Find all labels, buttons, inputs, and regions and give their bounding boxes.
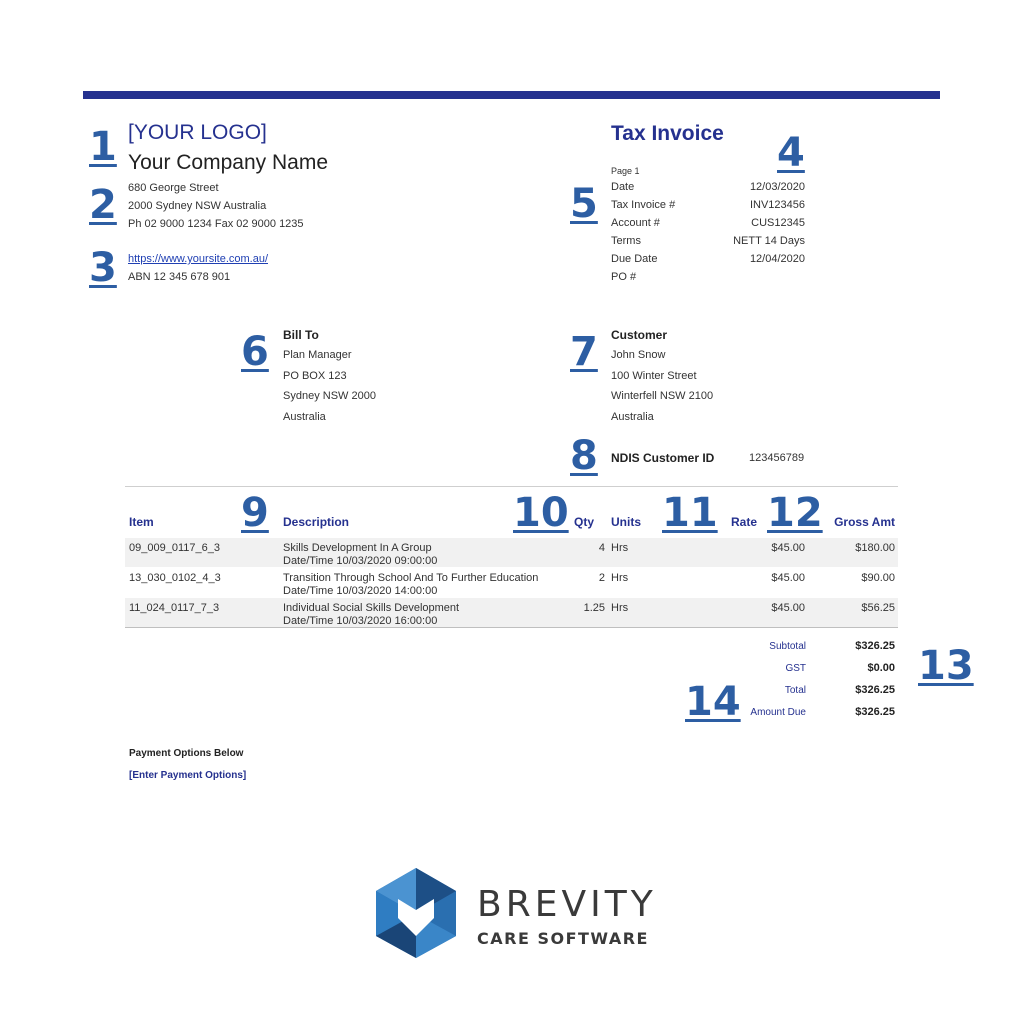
brevity-logo-icon bbox=[374, 866, 458, 960]
company-address bbox=[128, 179, 304, 233]
cell-rate: $45.00 bbox=[771, 542, 805, 554]
callout-7: 7 bbox=[570, 329, 598, 375]
callout-5: 5 bbox=[570, 181, 598, 227]
meta-label-account: Account # bbox=[611, 217, 660, 229]
meta-value-terms: NETT 14 Days bbox=[733, 235, 805, 247]
company-name: Your Company Name bbox=[128, 151, 328, 174]
website-link[interactable]: https://www.yoursite.com.au/ bbox=[128, 253, 268, 265]
cell-rate: $45.00 bbox=[771, 602, 805, 614]
cell-qty: 1.25 bbox=[583, 602, 605, 614]
customer-line: Winterfell NSW 2100 bbox=[611, 390, 714, 402]
callout-10: 10 bbox=[513, 490, 569, 536]
bill-to-address bbox=[283, 345, 376, 427]
meta-value-due-date: 12/04/2020 bbox=[749, 253, 805, 265]
callout-11: 11 bbox=[662, 490, 718, 536]
cell-units: Hrs bbox=[611, 572, 629, 584]
meta-label-terms: Terms bbox=[611, 235, 641, 247]
meta-label-invoice-number: Tax Invoice # bbox=[611, 199, 676, 211]
top-accent-bar bbox=[83, 91, 940, 99]
ndis-customer-id-value: 123456789 bbox=[749, 452, 805, 464]
customer-line: Australia bbox=[611, 410, 654, 423]
cell-description bbox=[283, 542, 437, 568]
company-abn: ABN 12 345 678 901 bbox=[128, 271, 231, 283]
bill-to-line: Australia bbox=[283, 410, 326, 423]
gst-value: $0.00 bbox=[867, 662, 895, 674]
table-top-divider bbox=[125, 486, 898, 487]
cell-item: 11_024_0117_7_3 bbox=[129, 602, 220, 614]
brand-title: BREVITY bbox=[477, 884, 657, 925]
description-text: Skills Development In A Group bbox=[283, 542, 432, 554]
payment-options-placeholder: [Enter Payment Options] bbox=[129, 770, 247, 781]
customer-line: 100 Winter Street bbox=[611, 369, 697, 382]
header-item: Item bbox=[129, 515, 154, 529]
table-row bbox=[125, 538, 898, 567]
meta-label-po: PO # bbox=[611, 271, 637, 283]
header-units: Units bbox=[611, 515, 641, 529]
description-text: Individual Social Skills Development bbox=[283, 602, 460, 614]
customer-address bbox=[611, 345, 713, 427]
amount-due-value: $326.25 bbox=[855, 706, 895, 718]
subtotal-value: $326.25 bbox=[855, 640, 895, 652]
meta-value-invoice-number: INV123456 bbox=[749, 199, 805, 211]
description-datetime: Date/Time 10/03/2020 14:00:00 bbox=[283, 585, 438, 597]
brand-subtitle: CARE SOFTWARE bbox=[477, 929, 649, 948]
cell-gross: $180.00 bbox=[855, 542, 895, 554]
callout-6: 6 bbox=[241, 329, 269, 375]
bill-to-line: Plan Manager bbox=[283, 349, 352, 361]
phone-fax: Ph 02 9000 1234 Fax 02 9000 1235 bbox=[128, 218, 304, 230]
page-number: Page 1 bbox=[611, 166, 640, 176]
meta-label-due-date: Due Date bbox=[611, 253, 658, 265]
customer-heading: Customer bbox=[611, 328, 668, 342]
cell-units: Hrs bbox=[611, 542, 629, 554]
address-line-2: 2000 Sydney NSW Australia bbox=[128, 200, 267, 212]
table-row bbox=[125, 598, 898, 627]
description-datetime: Date/Time 10/03/2020 16:00:00 bbox=[283, 615, 438, 627]
amount-due-label: Amount Due bbox=[750, 707, 806, 718]
header-qty: Qty bbox=[573, 515, 594, 529]
cell-description bbox=[283, 602, 459, 628]
header-rate: Rate bbox=[730, 515, 757, 529]
table-bottom-divider bbox=[125, 627, 898, 628]
description-text: Transition Through School And To Further Education bbox=[283, 572, 539, 584]
subtotal-label: Subtotal bbox=[769, 641, 806, 652]
total-label: Total bbox=[784, 685, 806, 696]
description-datetime: Date/Time 10/03/2020 09:00:00 bbox=[283, 555, 438, 567]
cell-item: 13_030_0102_4_3 bbox=[129, 572, 221, 584]
address-line-1: 680 George Street bbox=[128, 182, 219, 194]
callout-13: 13 bbox=[918, 643, 974, 689]
cell-gross: $56.25 bbox=[861, 602, 895, 614]
payment-options-heading: Payment Options Below bbox=[129, 748, 244, 759]
customer-line: John Snow bbox=[611, 349, 666, 361]
callout-14: 14 bbox=[685, 679, 741, 725]
cell-rate: $45.00 bbox=[771, 572, 805, 584]
gst-label: GST bbox=[785, 663, 806, 674]
cell-qty: 4 bbox=[598, 542, 605, 554]
logo-placeholder: [YOUR LOGO] bbox=[128, 121, 267, 144]
bill-to-line: PO BOX 123 bbox=[283, 369, 347, 382]
callout-8: 8 bbox=[570, 433, 598, 479]
ndis-customer-id-label: NDIS Customer ID bbox=[611, 451, 715, 465]
invoice-title: Tax Invoice bbox=[611, 122, 724, 145]
header-description: Description bbox=[283, 515, 350, 529]
table-row bbox=[125, 568, 898, 597]
cell-gross: $90.00 bbox=[861, 572, 895, 584]
callout-9: 9 bbox=[241, 490, 269, 536]
meta-value-account: CUS12345 bbox=[751, 217, 805, 229]
callout-3: 3 bbox=[89, 245, 117, 291]
header-gross-amt: Gross Amt bbox=[834, 515, 895, 529]
cell-qty: 2 bbox=[598, 572, 605, 584]
cell-units: Hrs bbox=[611, 602, 629, 614]
bill-to-heading: Bill To bbox=[283, 328, 319, 342]
callout-4: 4 bbox=[777, 130, 805, 176]
callout-1: 1 bbox=[89, 124, 117, 170]
bill-to-line: Sydney NSW 2000 bbox=[283, 390, 376, 402]
cell-description bbox=[283, 572, 538, 598]
meta-value-date: 12/03/2020 bbox=[749, 181, 805, 193]
total-value: $326.25 bbox=[855, 684, 895, 696]
meta-label-date: Date bbox=[611, 181, 635, 193]
callout-12: 12 bbox=[767, 490, 823, 536]
cell-item: 09_009_0117_6_3 bbox=[129, 542, 220, 554]
callout-2: 2 bbox=[89, 182, 117, 228]
